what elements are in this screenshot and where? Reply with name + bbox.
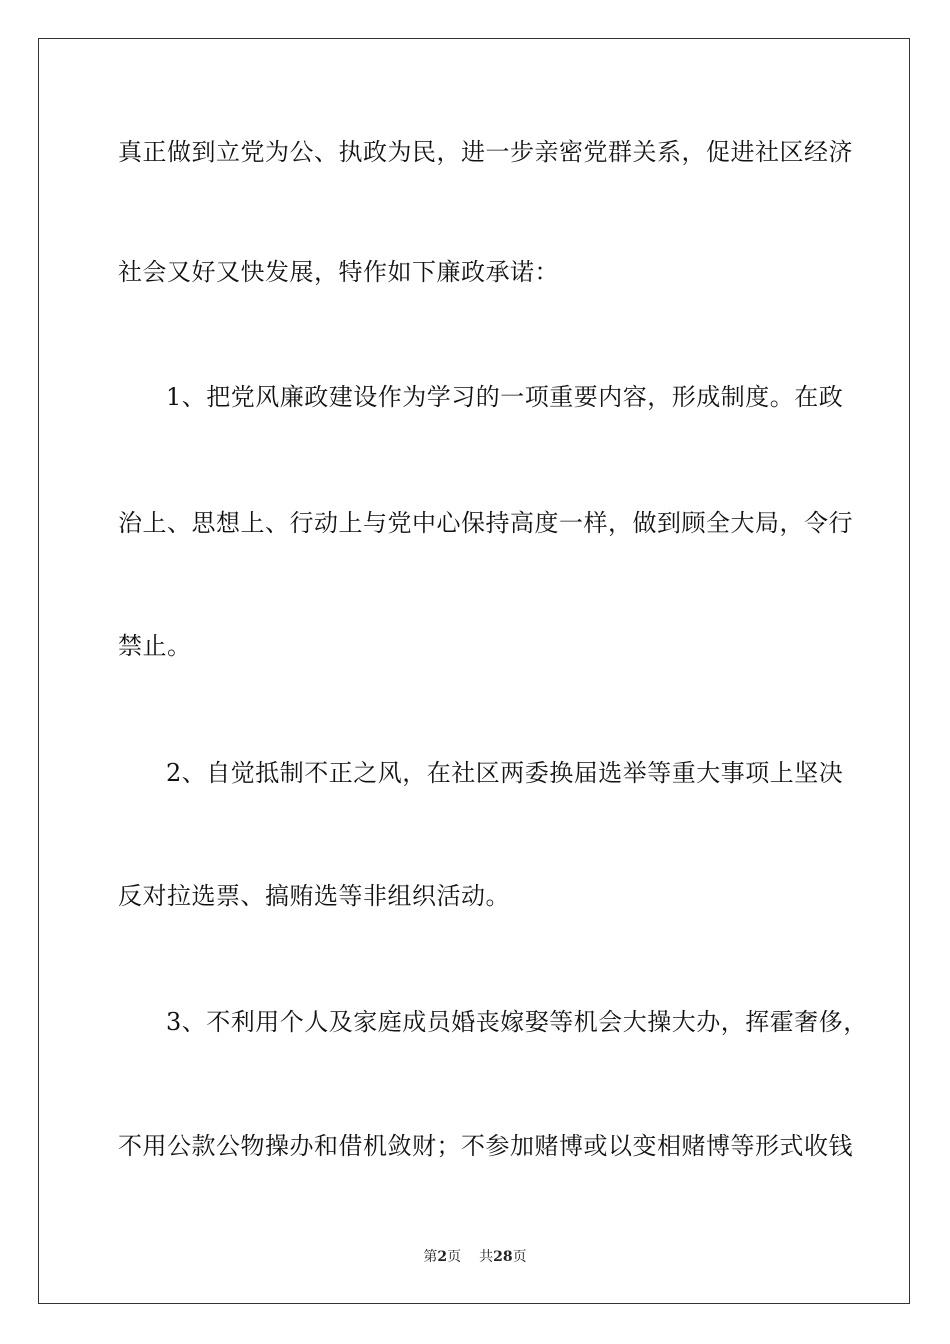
text-line-2: 社会又好又快发展，特作如下廉政承诺： <box>118 258 559 286</box>
footer-page-prefix: 第 <box>423 1249 438 1265</box>
footer-total-prefix: 共 <box>479 1249 494 1265</box>
text-line-1: 真正做到立党为公、执政为民，进一步亲密党群关系，促进社区经济 <box>118 138 853 166</box>
text-line-4: 治上、思想上、行动上与党中心保持高度一样，做到顾全大局，令行 <box>118 509 853 537</box>
footer-total-suffix: 页 <box>512 1249 527 1265</box>
text-line-8: 3、不利用个人及家庭成员婚丧嫁娶等机会大操大办，挥霍奢侈， <box>166 1008 868 1036</box>
footer-total-pages: 28 <box>493 1249 513 1265</box>
text-line-7: 反对拉选票、搞贿选等非组织活动。 <box>118 882 510 910</box>
footer-page-number: 2 <box>437 1249 448 1265</box>
page-footer <box>0 1248 950 1266</box>
footer-page-suffix: 页 <box>447 1249 462 1265</box>
text-line-9: 不用公款公物操办和借机敛财；不参加赌博或以变相赌博等形式收钱 <box>118 1132 853 1160</box>
text-line-6: 2、自觉抵制不正之风，在社区两委换届选举等重大事项上坚决 <box>166 759 844 787</box>
page-frame <box>38 38 910 1304</box>
text-line-3: 1、把党风廉政建设作为学习的一项重要内容，形成制度。在政 <box>166 383 844 411</box>
text-line-5: 禁止。 <box>118 632 192 660</box>
